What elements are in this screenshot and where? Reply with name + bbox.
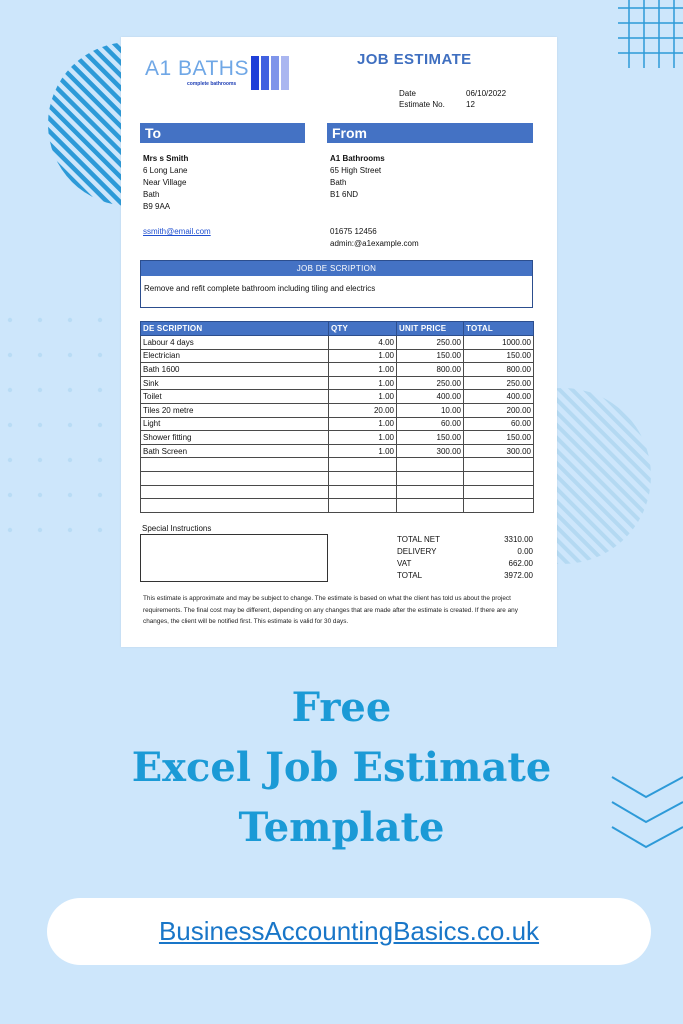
table-cell-description: Bath 1600: [141, 363, 329, 377]
table-cell-total: 150.00: [464, 431, 534, 445]
table-cell-unit-price: 250.00: [397, 336, 464, 350]
table-cell-unit-price: 400.00: [397, 390, 464, 404]
to-email-link[interactable]: ssmith@email.com: [143, 227, 211, 236]
company-logo-text: A1 BATHS: [145, 57, 249, 80]
dot-grid-decoration: [0, 310, 130, 550]
table-cell-qty: 1.00: [329, 390, 397, 404]
from-address: [330, 153, 385, 201]
totals-label: DELIVERY: [397, 547, 437, 556]
from-name: A1 Bathrooms: [330, 154, 385, 163]
table-cell-unit-price: 150.00: [397, 431, 464, 445]
striped-circle-decoration-faint: [555, 388, 655, 568]
headline-line-1: Free: [291, 684, 392, 731]
job-description-heading: JOB DE SCRIPTION: [141, 261, 532, 276]
table-cell-unit-price: 10.00: [397, 403, 464, 417]
from-postcode: B1 6ND: [330, 190, 359, 199]
to-address-line: 6 Long Lane: [143, 166, 188, 175]
table-cell-total: 150.00: [464, 349, 534, 363]
table-row: [141, 376, 534, 390]
column-header-description: DE SCRIPTION: [141, 322, 329, 336]
totals-row: [397, 534, 533, 546]
table-cell-description: [141, 458, 329, 472]
table-cell-total: 250.00: [464, 376, 534, 390]
from-heading: From: [327, 123, 533, 143]
table-cell-total: [464, 485, 534, 499]
table-row: [141, 444, 534, 458]
column-header-qty: QTY: [329, 322, 397, 336]
table-cell-total: 300.00: [464, 444, 534, 458]
table-cell-total: 800.00: [464, 363, 534, 377]
disclaimer-text: This estimate is approximate and may be subject to change. The estimate is based on what the client has told us about the project requirements. The final cost may be different, depending on any changes that are made after the estimate is created. If there are any changes, the client will be notified first. This estimate is valid for 30 days.: [143, 595, 518, 625]
totals-row: [397, 558, 533, 570]
table-cell-qty: [329, 471, 397, 485]
from-address-line: 65 High Street: [330, 166, 382, 175]
table-cell-qty: 1.00: [329, 417, 397, 431]
totals-label: VAT: [397, 559, 412, 568]
table-row: [141, 403, 534, 417]
estimate-number-value: 12: [466, 100, 475, 109]
table-cell-unit-price: 60.00: [397, 417, 464, 431]
date-value: 06/10/2022: [466, 89, 507, 98]
to-address: [143, 153, 188, 213]
table-cell-unit-price: [397, 485, 464, 499]
table-cell-description: [141, 471, 329, 485]
table-cell-description: Shower fitting: [141, 431, 329, 445]
totals-summary: [397, 534, 533, 582]
table-cell-total: [464, 471, 534, 485]
table-cell-description: Labour 4 days: [141, 336, 329, 350]
table-cell-qty: 1.00: [329, 444, 397, 458]
table-cell-qty: 1.00: [329, 349, 397, 363]
table-cell-description: Electrician: [141, 349, 329, 363]
table-cell-unit-price: 250.00: [397, 376, 464, 390]
table-cell-unit-price: [397, 471, 464, 485]
job-description-text: Remove and refit complete bathroom including tiling and electrics: [144, 284, 376, 293]
totals-value: 662.00: [508, 559, 533, 568]
headline-line-3: Template: [238, 804, 445, 851]
totals-row: [397, 546, 533, 558]
estimate-number-label: Estimate No.: [399, 100, 445, 109]
table-row: [141, 431, 534, 445]
table-cell-total: [464, 499, 534, 513]
table-cell-unit-price: 800.00: [397, 363, 464, 377]
to-address-line: Bath: [143, 190, 160, 199]
table-cell-description: Toilet: [141, 390, 329, 404]
table-cell-description: Bath Screen: [141, 444, 329, 458]
table-row: [141, 499, 534, 513]
from-contact: [330, 226, 419, 250]
table-cell-unit-price: 150.00: [397, 349, 464, 363]
table-cell-total: 1000.00: [464, 336, 534, 350]
table-row: [141, 363, 534, 377]
table-cell-total: [464, 458, 534, 472]
table-cell-qty: [329, 458, 397, 472]
date-label: Date: [399, 89, 416, 98]
table-cell-qty: 4.00: [329, 336, 397, 350]
from-address-line: Bath: [330, 178, 347, 187]
to-address-line: Near Village: [143, 178, 187, 187]
table-cell-qty: 1.00: [329, 363, 397, 377]
totals-value: 3310.00: [504, 535, 533, 544]
special-instructions-box[interactable]: [140, 534, 328, 582]
logo-bars-icon: [249, 54, 289, 90]
grid-lines-decoration: [612, 0, 683, 72]
table-cell-unit-price: [397, 499, 464, 513]
table-cell-description: [141, 499, 329, 513]
totals-label: TOTAL: [397, 571, 423, 580]
column-header-total: TOTAL: [464, 322, 534, 336]
table-cell-qty: [329, 485, 397, 499]
table-row: [141, 390, 534, 404]
to-postcode: B9 9AA: [143, 202, 171, 211]
table-cell-qty: 1.00: [329, 431, 397, 445]
table-cell-description: Sink: [141, 376, 329, 390]
job-description-box: [140, 260, 533, 308]
table-cell-description: Tiles 20 metre: [141, 403, 329, 417]
to-name: Mrs s Smith: [143, 154, 189, 163]
totals-value: 3972.00: [504, 571, 533, 580]
table-cell-unit-price: [397, 458, 464, 472]
headline-line-2: Excel Job Estimate: [131, 744, 552, 791]
table-cell-description: Light: [141, 417, 329, 431]
table-row: [141, 471, 534, 485]
table-cell-total: 60.00: [464, 417, 534, 431]
website-link[interactable]: BusinessAccountingBasics.co.uk: [158, 916, 540, 946]
from-email: admin:@a1example.com: [330, 239, 419, 248]
document-title: JOB ESTIMATE: [357, 51, 472, 68]
from-phone: 01675 12456: [330, 227, 377, 236]
line-items-table: [140, 321, 534, 513]
totals-row: [397, 570, 533, 582]
table-cell-total: 200.00: [464, 403, 534, 417]
special-instructions-label: Special Instructions: [142, 524, 212, 533]
estimate-document: [121, 37, 557, 647]
table-row: [141, 485, 534, 499]
table-header-row: [141, 322, 534, 336]
table-row: [141, 458, 534, 472]
table-cell-unit-price: 300.00: [397, 444, 464, 458]
table-cell-description: [141, 485, 329, 499]
table-cell-qty: [329, 499, 397, 513]
company-logo-tagline: complete bathrooms: [187, 81, 237, 87]
to-heading: To: [140, 123, 305, 143]
table-cell-qty: 1.00: [329, 376, 397, 390]
table-cell-qty: 20.00: [329, 403, 397, 417]
table-row: [141, 417, 534, 431]
totals-label: TOTAL NET: [397, 535, 440, 544]
column-header-unit-price: UNIT PRICE: [397, 322, 464, 336]
table-row: [141, 336, 534, 350]
table-cell-total: 400.00: [464, 390, 534, 404]
table-row: [141, 349, 534, 363]
website-link-pill: [47, 898, 651, 965]
totals-value: 0.00: [517, 547, 533, 556]
